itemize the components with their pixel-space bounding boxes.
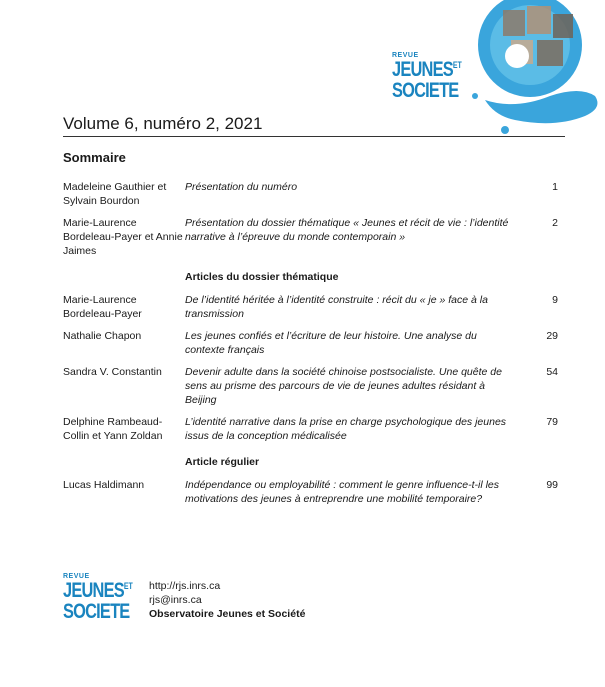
journal-logo <box>392 52 480 101</box>
toc-entry[interactable] <box>63 216 558 258</box>
toc-author: Marie-Laurence Bordeleau-Payer et Annie Jaimes <box>63 217 183 257</box>
logo-societe: SOCIETE <box>63 600 130 623</box>
toc-page: 29 <box>546 330 558 342</box>
toc-author: Nathalie Chapon <box>63 330 142 342</box>
logo-revue-text: REVUE <box>63 573 90 580</box>
footer-logo <box>63 573 147 622</box>
logo-revue-text: REVUE <box>392 52 419 59</box>
table-of-contents <box>63 180 558 514</box>
toc-page: 99 <box>546 479 558 491</box>
logo-et: ET <box>452 60 462 70</box>
toc-author: Sandra V. Constantin <box>63 366 162 378</box>
logo-line-1 <box>392 59 461 80</box>
sommaire-heading: Sommaire <box>63 150 126 165</box>
toc-entry[interactable] <box>63 365 558 407</box>
volume-heading: Volume 6, numéro 2, 2021 <box>63 114 263 133</box>
toc-title: Les jeunes confiés et l’écriture de leur histoire. Une analyse du contexte français <box>185 330 477 356</box>
logo-jeunes: JEUNES <box>63 579 124 602</box>
toc-entry[interactable] <box>63 415 558 443</box>
toc-entry[interactable] <box>63 329 558 357</box>
toc-author: Marie-Laurence Bordeleau-Payer <box>63 294 142 320</box>
toc-page: 1 <box>552 181 558 193</box>
logo-et: ET <box>123 581 133 591</box>
toc-author: Madeleine Gauthier et Sylvain Bourdon <box>63 181 167 207</box>
toc-author: Delphine Rambeaud-Collin et Yann Zoldan <box>63 416 163 442</box>
email-link[interactable]: rjs@inrs.ca <box>149 594 202 606</box>
toc-title: Présentation du numéro <box>185 181 298 193</box>
logo-societe: SOCIETE <box>392 79 459 102</box>
toc-page: 79 <box>546 416 558 428</box>
footer <box>63 573 363 643</box>
website-link[interactable]: http://rjs.inrs.ca <box>149 580 221 592</box>
logo-jeunes: JEUNES <box>392 58 453 81</box>
toc-author: Lucas Haldimann <box>63 479 145 491</box>
toc-page: 9 <box>552 294 558 306</box>
organization-name: Observatoire Jeunes et Société <box>149 608 306 620</box>
toc-title: De l’identité héritée à l’identité construite : récit du « je » face à la transmission <box>185 294 488 320</box>
toc-title: L’identité narrative dans la prise en charge psychologique des jeunes issus de la conception médicalisée <box>185 416 507 442</box>
toc-entry[interactable] <box>63 293 558 321</box>
toc-page: 2 <box>552 217 558 229</box>
toc-entry[interactable] <box>63 478 558 506</box>
section-heading-dossier: Articles du dossier thématique <box>185 271 339 283</box>
section-heading-regulier: Article régulier <box>185 456 260 468</box>
toc-title: Indépendance ou employabilité : comment le genre influence-t-il les motivations des jeunes à entreprendre une mobilité temporaire? <box>185 479 500 505</box>
toc-entry[interactable] <box>63 180 558 208</box>
toc-title: Présentation du dossier thématique « Jeunes et récit de vie : l’identité narrative à l’épreuve du monde contemporain » <box>185 217 509 243</box>
logo-line-1 <box>63 579 133 602</box>
toc-page: 54 <box>546 366 558 378</box>
contact-block <box>149 579 305 621</box>
heading-rule <box>63 136 565 137</box>
toc-title: Devenir adulte dans la société chinoise postsocialiste. Une quête de sens au prisme des parcours de vie de jeunes adultes résidant à Beijing <box>185 366 502 406</box>
